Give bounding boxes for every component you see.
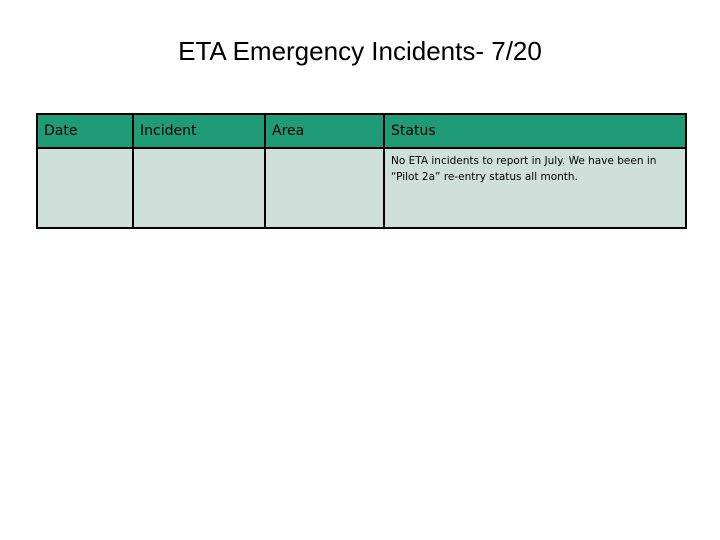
page-title: ETA Emergency Incidents- 7/20	[178, 36, 542, 66]
column-header-incident: Incident	[133, 114, 265, 148]
column-header-status: Status	[384, 114, 686, 148]
column-header-date: Date	[37, 114, 133, 148]
column-header-area: Area	[265, 114, 384, 148]
incidents-table	[36, 113, 687, 229]
cell-area	[265, 148, 384, 228]
cell-incident	[133, 148, 265, 228]
cell-status: No ETA incidents to report in July. We have been in “Pilot 2a” re-entry status all month.	[384, 148, 686, 228]
cell-date	[37, 148, 133, 228]
table-header-row	[37, 114, 686, 148]
table-row	[37, 148, 686, 228]
